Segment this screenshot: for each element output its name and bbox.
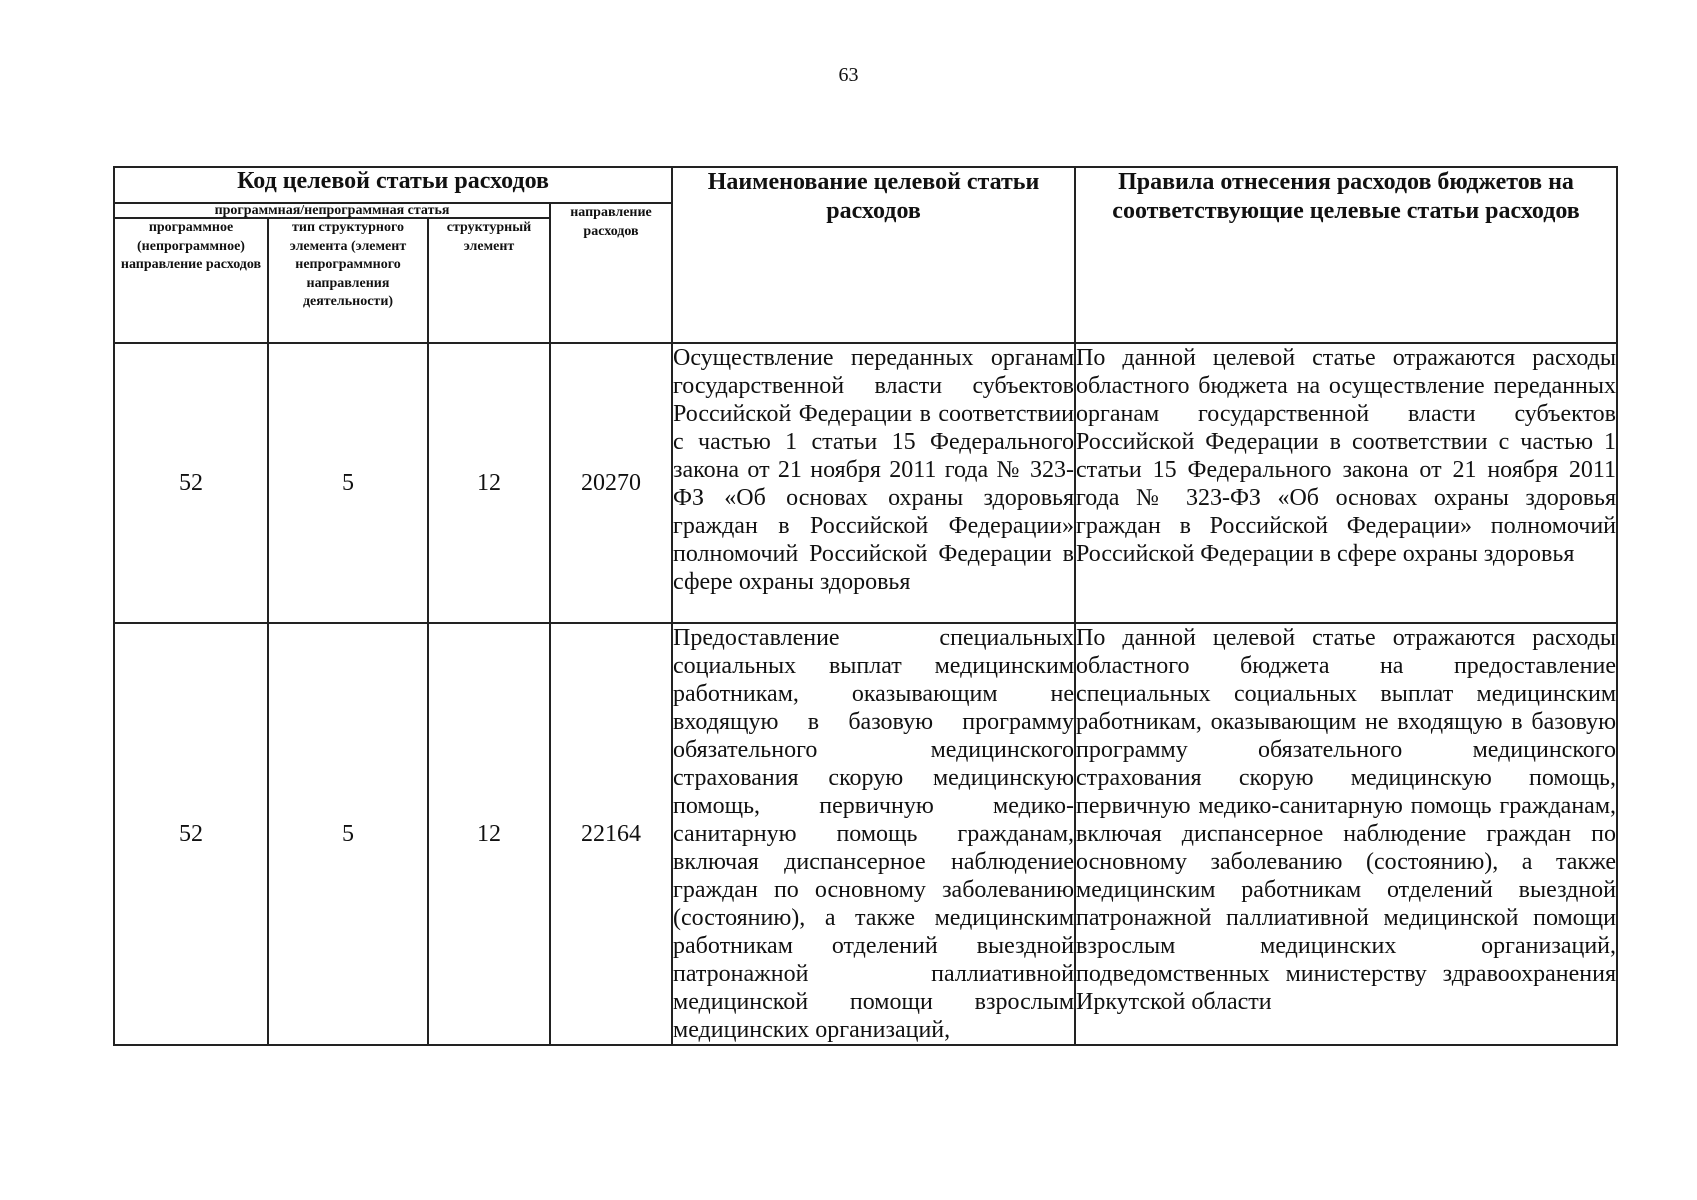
header-name: Наименование целевой статьи расходов	[672, 167, 1075, 343]
table-row	[114, 343, 1617, 623]
cell-type: 5	[268, 623, 428, 1045]
cell-program: 52	[114, 623, 268, 1045]
header-expense-direction: направление расходов	[550, 203, 672, 343]
header-rules: Правила отнесения расходов бюджетов на соответствующие целевые статьи расходов	[1075, 167, 1617, 343]
table-row	[114, 623, 1617, 1045]
header-structural-element: структурный элемент	[428, 218, 550, 343]
cell-program: 52	[114, 343, 268, 623]
header-structural-element-type: тип структурного элемента (элемент непрограммного направления деятельности)	[268, 218, 428, 343]
cell-rule: По данной целевой статье отражаются расходы областного бюджета на осуществление переданных органам государственной власти субъектов Российской Федерации в соответствии с частью 1 статьи 15 Федерального закона от 21 ноября 2011 года № 323-ФЗ «Об основах охраны здоровья граждан в Российской Федерации» полномочий Российской Федерации в сфере охраны здоровья	[1075, 343, 1617, 623]
cell-name: Осуществление переданных органам государственной власти субъектов Российской Федерации в соответствии с частью 1 статьи 15 Федерального закона от 21 ноября 2011 года № 323-ФЗ «Об основах охраны здоровья граждан в Российской Федерации» полномочий Российской Федерации в сфере охраны здоровья	[672, 343, 1075, 623]
cell-direction: 20270	[550, 343, 672, 623]
page-number: 63	[838, 64, 859, 86]
cell-rule: По данной целевой статье отражаются расходы областного бюджета на предоставление специальных социальных выплат медицинским работникам, оказывающим не входящую в базовую программу обязательного медицинского страхования скорую медицинскую помощь, первичную медико-санитарную помощь гражданам, включая диспансерное наблюдение граждан по основному заболеванию (состоянию), а также медицинским работникам отделений выездной патронажной паллиативной медицинской помощи взрослым медицинских организаций, подведомственных министерству здравоохранения Иркутской области	[1075, 623, 1617, 1045]
cell-name: Предоставление специальных социальных выплат медицинским работникам, оказывающим не входящую в базовую программу обязательного медицинского страхования скорую медицинскую помощь, первичную медико-санитарную помощь гражданам, включая диспансерное наблюдение граждан по основному заболеванию (состоянию), а также медицинским работникам отделений выездной патронажной паллиативной медицинской помощи взрослым медицинских организаций,	[673, 625, 1075, 1043]
cell-type: 5	[268, 343, 428, 623]
header-program-direction: программное (непрограммное) направление расходов	[114, 218, 268, 343]
cell-direction: 22164	[550, 623, 672, 1045]
budget-article-table	[113, 166, 1618, 1046]
header-row-1	[114, 167, 1617, 203]
header-program-article: программная/непрограммная статья	[114, 203, 550, 218]
header-code: Код целевой статьи расходов	[114, 167, 672, 203]
cell-element: 12	[428, 623, 550, 1045]
cell-element: 12	[428, 343, 550, 623]
